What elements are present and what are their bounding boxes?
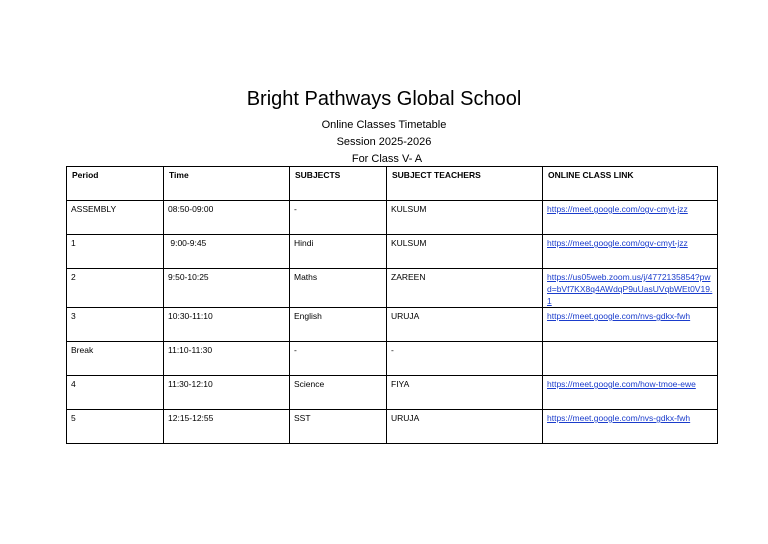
period-cell: 2 [67, 269, 164, 308]
column-header-subject-teachers: SUBJECT TEACHERS [387, 167, 543, 201]
table-row [67, 308, 718, 342]
link-cell [543, 342, 718, 376]
table-row [67, 235, 718, 269]
session-label: Session 2025-2026 [336, 136, 432, 148]
teacher-cell: - [387, 342, 543, 376]
column-header-online-class-link: ONLINE CLASS LINK [543, 167, 718, 201]
link-cell [543, 410, 718, 444]
time-cell: 9:00-9:45 [164, 235, 290, 269]
time-cell: 10:30-11:10 [164, 308, 290, 342]
subject-cell: Science [290, 376, 387, 410]
school-name: Bright Pathways Global School [246, 88, 522, 110]
table-row [67, 410, 718, 444]
column-header-period: Period [67, 167, 164, 201]
subject-cell: English [290, 308, 387, 342]
period-cell: 3 [67, 308, 164, 342]
table-row [67, 201, 718, 235]
link-cell [543, 235, 718, 269]
teacher-cell: KULSUM [387, 235, 543, 269]
teacher-cell: KULSUM [387, 201, 543, 235]
column-header-time: Time [164, 167, 290, 201]
teacher-cell: URUJA [387, 410, 543, 444]
class-link[interactable]: https://meet.google.com/how-tmoe-ewe [547, 379, 696, 389]
timetable-title: Online Classes Timetable [321, 119, 447, 131]
link-cell [543, 308, 718, 342]
class-link[interactable]: https://meet.google.com/ogv-cmyt-jzz [547, 238, 688, 248]
link-cell [543, 201, 718, 235]
period-cell: Break [67, 342, 164, 376]
table-row [67, 376, 718, 410]
class-label: For Class V- A [351, 153, 423, 165]
class-link[interactable]: https://meet.google.com/nvs-gdkx-fwh [547, 413, 691, 423]
subject-cell: Hindi [290, 235, 387, 269]
teacher-cell: URUJA [387, 308, 543, 342]
subject-cell: - [290, 342, 387, 376]
time-cell: 9:50-10:25 [164, 269, 290, 308]
class-link[interactable]: https://us05web.zoom.us/j/4772135854?pwd=bVf7KX8q4AWdqP9uUasUVqbWEt0V19.1 [547, 272, 713, 306]
link-cell [543, 376, 718, 410]
class-link[interactable]: https://meet.google.com/ogv-cmyt-jzz [547, 204, 688, 214]
time-cell: 08:50-09:00 [164, 201, 290, 235]
time-cell: 11:10-11:30 [164, 342, 290, 376]
link-cell [543, 269, 718, 308]
timetable-table [66, 166, 718, 444]
period-cell: ASSEMBLY [67, 201, 164, 235]
table-row [67, 342, 718, 376]
table-header-row [67, 167, 718, 201]
period-cell: 4 [67, 376, 164, 410]
time-cell: 11:30-12:10 [164, 376, 290, 410]
subject-cell: SST [290, 410, 387, 444]
column-header-subjects: SUBJECTS [290, 167, 387, 201]
time-cell: 12:15-12:55 [164, 410, 290, 444]
class-link[interactable]: https://meet.google.com/nvs-gdkx-fwh [547, 311, 691, 321]
period-cell: 1 [67, 235, 164, 269]
period-cell: 5 [67, 410, 164, 444]
table-row [67, 269, 718, 308]
subject-cell: Maths [290, 269, 387, 308]
teacher-cell: FIYA [387, 376, 543, 410]
subject-cell: - [290, 201, 387, 235]
teacher-cell: ZAREEN [387, 269, 543, 308]
